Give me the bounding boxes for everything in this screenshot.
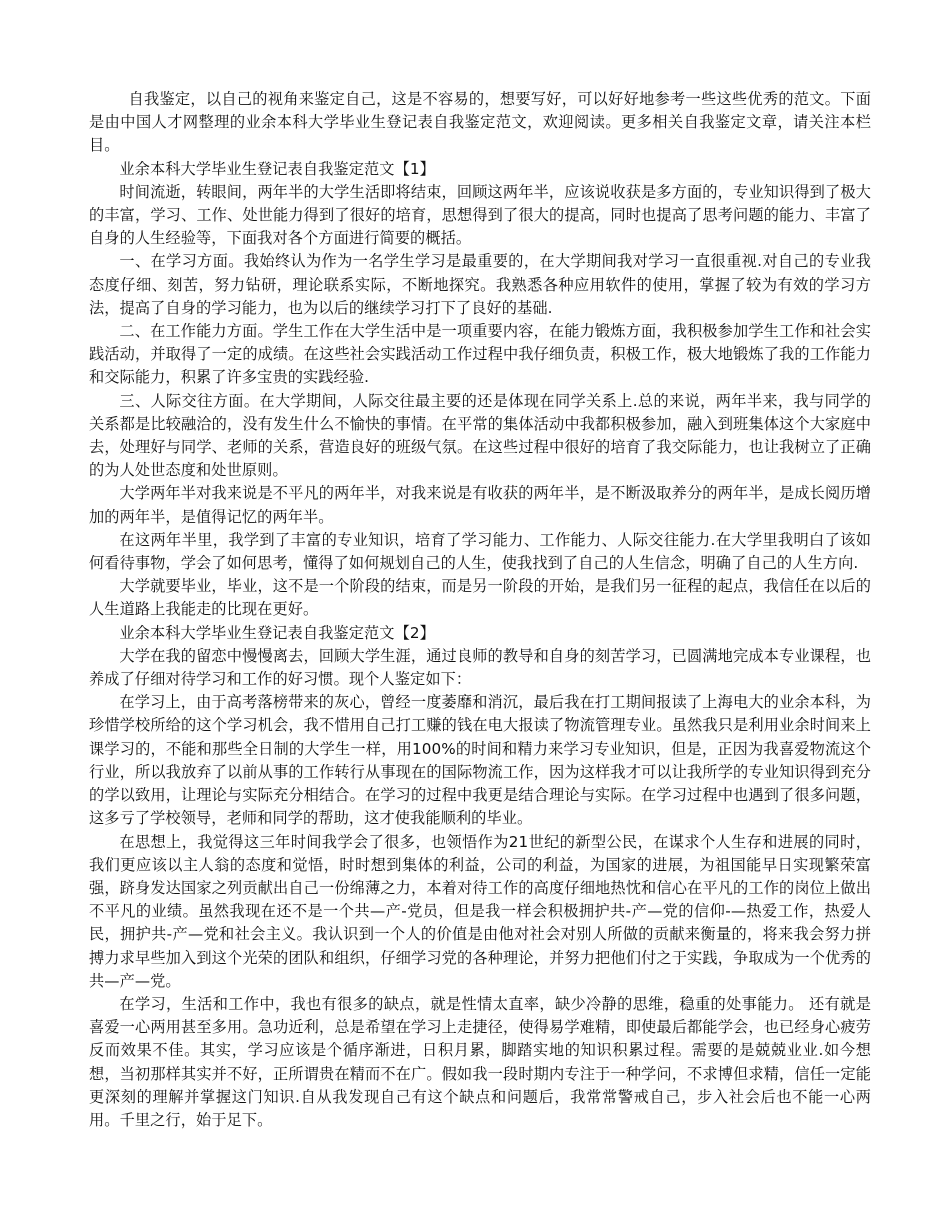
paragraph: 一、在学习方面。我始终认为作为一名学生学习是最重要的，在大学期间我对学习一直很重视.对自己的专业我态度仔细、刻苦，努力钻研，理论联系实际，不断地探究。我熟悉各种应用软件的使用，掌握了较为有效的学习方法，提高了自身的学习能力，也为以后的继续学习打下了良好的基础.	[89, 252, 871, 317]
intro-paragraph: 自我鉴定，以自己的视角来鉴定自己，这是不容易的，想要写好，可以好好地参考一些这些优秀的范文。下面是由中国人才网整理的业余本科大学毕业生登记表自我鉴定范文，欢迎阅读。更多相关自我鉴定文章，请关注本栏目。	[89, 90, 871, 155]
section-heading-1: 业余本科大学毕业生登记表自我鉴定范文【1】	[119, 159, 435, 178]
paragraph: 在学习，生活和工作中，我也有很多的缺点，就是性情太直率，缺少冷静的思维，稳重的处事能力。 还有就是喜爱一心两用甚至多用。急功近利，总是希望在学习上走捷径，使得易学难精，即使最后都能学会，也已经身心疲劳反而效果不佳。其实，学习应该是个循序渐进，日积月累，脚踏实地的知识积累过程。需要的是兢兢业业.如今想想，当初那样其实并不好，正所谓贵在精而不在广。假如我一段时期内专注于一种学问，不求博但求精，信任一定能更深刻的理解并掌握这门知识.自从我发现自己有这个缺点和问题后，我常常警戒自己，步入社会后也不能一心两用。千里之行，始于足下。	[89, 994, 871, 1129]
paragraph: 时间流逝，转眼间，两年半的大学生活即将结束，回顾这两年半，应该说收获是多方面的，专业知识得到了极大的丰富，学习、工作、处世能力得到了很好的培育，思想得到了很大的提高，同时也提高了思考问题的能力、丰富了自身的人生经验等，下面我对各个方面进行简要的概括。	[89, 182, 871, 248]
paragraph: 在这两年半里，我学到了丰富的专业知识，培育了学习能力、工作能力、人际交往能力.在大学里我明白了该如何看待事物，学会了如何思考，懂得了如何规划自己的人生，使我找到了自己的人生信念，明确了自己的人生方向.	[89, 530, 871, 573]
paragraph: 大学在我的留恋中慢慢离去，回顾大学生涯，通过良师的教导和自身的刻苦学习，已圆满地完成本专业课程，也养成了仔细对待学习和工作的好习惯。现个人鉴定如下：	[89, 646, 871, 689]
document-page	[89, 88, 871, 1132]
paragraph: 在学习上，由于高考落榜带来的灰心，曾经一度萎靡和消沉，最后我在打工期间报读了上海电大的业余本科，为珍惜学校所给的这个学习机会，我不惜用自己打工赚的钱在电大报读了物流管理专业。虽然我只是利用业余时间来上课学习的，不能和那些全日制的大学生一样，用100%的时间和精力来学习专业知识，但是，正因为我喜爱物流这个行业，所以我放弃了以前从事的工作转行从事现在的国际物流工作，因为这样我才可以让我所学的专业知识得到充分的学以致用，让理论与实际充分相结合。在学习的过程中我更是结合理论与实际。在学习过程中也遇到了很多问题，这多亏了学校领导，老师和同学的帮助，这才使我能顺利的毕业。	[89, 693, 871, 828]
paragraph: 大学就要毕业，毕业，这不是一个阶段的结束，而是另一阶段的开始，是我们另一征程的起点，我信任在以后的人生道路上我能走的比现在更好。	[89, 577, 871, 619]
paragraph: 在思想上，我觉得这三年时间我学会了很多，也领悟作为21世纪的新型公民，在谋求个人生存和进展的同时，我们更应该以主人翁的态度和觉悟，时时想到集体的利益，公司的利益，为国家的进展，为祖国能早日实现繁荣富强，跻身发达国家之列贡献出自己一份绵薄之力，本着对待工作的高度仔细地热忱和信心在平凡的工作的岗位上做出不平凡的业绩。虽然我现在还不是一个共—产-党员，但是我一样会积极拥护共-产—党的信仰-—热爱工作，热爱人民，拥护共-产—党和社会主义。我认识到一个人的价值是由他对社会对别人所做的贡献来衡量的，将来我会努力拼搏力求早些加入到这个光荣的团队和组织，仔细学习党的各种理论，并努力把他们付之于实践，争取成为一个优秀的共—产—党。	[89, 832, 871, 990]
paragraph: 二、在工作能力方面。学生工作在大学生活中是一项重要内容，在能力锻炼方面，我积极参加学生工作和社会实践活动，并取得了一定的成绩。在这些社会实践活动工作过程中我仔细负责，积极工作，极大地锻炼了我的工作能力和交际能力，积累了许多宝贵的实践经验.	[89, 322, 871, 387]
section-heading-2: 业余本科大学毕业生登记表自我鉴定范文【2】	[119, 623, 435, 642]
paragraph: 三、人际交往方面。在大学期间，人际交往最主要的还是体现在同学关系上.总的来说，两年半来，我与同学的关系都是比较融洽的，没有发生什么不愉快的事情。在平常的集体活动中我都积极参加，融入到班集体这个大家庭中去，处理好与同学、老师的关系，营造良好的班级气氛。在这些过程中很好的培育了我交际能力，也让我树立了正确的为人处世态度和处世原则。	[89, 391, 871, 480]
paragraph: 大学两年半对我来说是不平凡的两年半，对我来说是有收获的两年半，是不断汲取养分的两年半，是成长阅历增加的两年半，是值得记忆的两年半。	[89, 484, 871, 526]
